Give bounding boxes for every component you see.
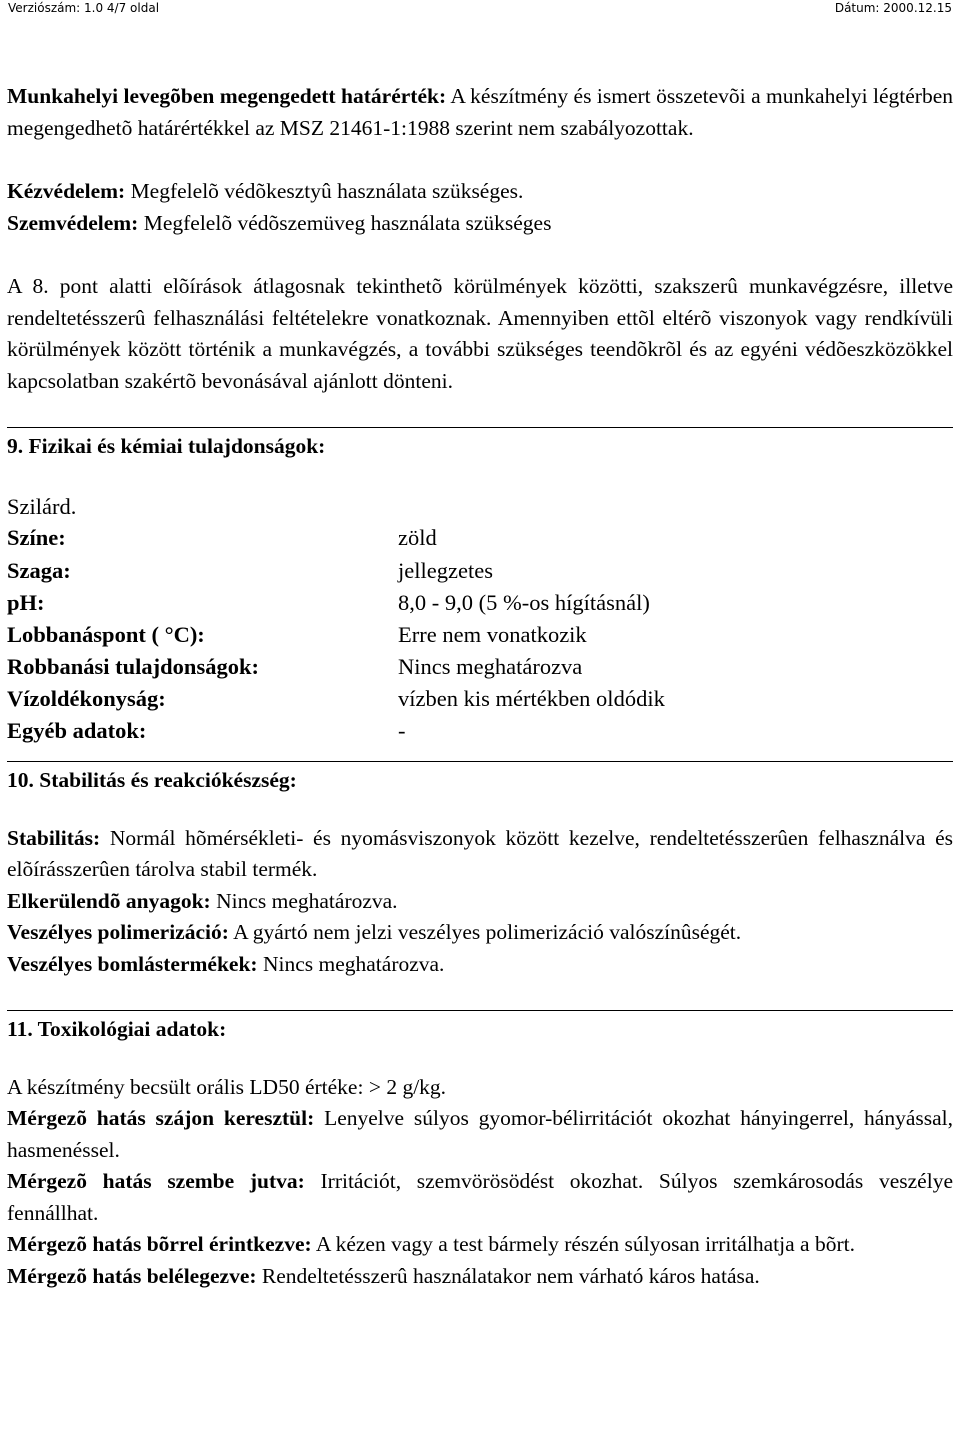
property-value: jellegzetes: [398, 557, 493, 583]
property-key: Szaga:: [7, 557, 71, 583]
oral-toxicity-label: Mérgezõ hatás szájon keresztül:: [7, 1106, 315, 1131]
property-row: [7, 522, 665, 554]
decomposition-text: Nincs meghatározva.: [257, 951, 445, 976]
property-row: [7, 586, 665, 618]
property-row: [7, 651, 665, 683]
physical-state: Szilárd.: [7, 493, 77, 519]
skin-toxicity-paragraph: [7, 1229, 953, 1261]
inhalation-toxicity-text: Rendeltetésszerû használatakor nem várható káros hatása.: [256, 1263, 760, 1288]
property-value: vízben kis mértékben oldódik: [398, 686, 665, 712]
section-10-title: 10. Stabilitás és reakciókészség:: [7, 761, 953, 797]
inhalation-toxicity-label: Mérgezõ hatás belélegezve:: [7, 1263, 257, 1288]
property-key: Egyéb adatok:: [7, 718, 147, 744]
avoid-materials-label: Elkerülendõ anyagok:: [7, 888, 211, 913]
property-row: [7, 715, 665, 747]
avoid-materials-paragraph: [7, 886, 953, 918]
eye-toxicity-label: Mérgezõ hatás szembe jutva:: [7, 1169, 305, 1194]
workplace-limit-label: Munkahelyi levegõben megengedett határérték:: [7, 84, 447, 108]
decomposition-paragraph: [7, 949, 953, 981]
properties-table: [7, 522, 665, 747]
workplace-limit-text: A készítmény és ismert összetevõi a munkahelyi légtérben megengedhetõ határértékkel az MSZ 21461-1:1988 szerint nem szabályozottak.: [7, 84, 953, 140]
property-row: [7, 554, 665, 586]
document-body: [7, 81, 953, 1292]
stability-paragraph: [7, 823, 953, 886]
property-row: [7, 683, 665, 715]
property-key: Lobbanáspont ( °C):: [7, 621, 205, 647]
section8-note: A 8. pont alatti elõírások átlagosnak tekinthetõ körülmények közötti, szakszerû munkavégzésre, illetve rendeltetésszerû felhasználási feltételekre vonatkoznak. Amennyiben ettõl eltérõ viszonyok vagy rendkívüli körülmények között történik a munkavégzés, a további szükséges teendõkrõl és az egyéni védõeszközökkel kapcsolatban szakértõ bevonásával ajánlott dönteni.: [7, 274, 953, 393]
property-row: [7, 619, 665, 651]
document-date: Dátum: 2000.12.15: [834, 1, 952, 15]
property-value: Nincs meghatározva: [398, 654, 583, 680]
property-value: 8,0 - 9,0 (5 %-os hígításnál): [398, 589, 650, 615]
eye-protection-paragraph: [7, 208, 953, 240]
section-9-title: 9. Fizikai és kémiai tulajdonságok:: [7, 427, 953, 463]
eye-protection-label: Szemvédelem:: [7, 210, 139, 235]
property-value: Erre nem vonatkozik: [398, 621, 587, 647]
property-key: Színe:: [7, 525, 66, 551]
hand-protection-paragraph: [7, 176, 953, 208]
property-key: Robbanási tulajdonságok:: [7, 654, 259, 680]
page-header: [0, 0, 960, 16]
property-key: pH:: [7, 589, 45, 615]
hand-protection-label: Kézvédelem:: [7, 179, 126, 203]
workplace-limit-paragraph: [7, 81, 953, 144]
eye-protection-text: Megfelelõ védõszemüveg használata szükséges: [138, 210, 552, 235]
property-value: zöld: [398, 525, 437, 551]
eye-toxicity-text: Irritációt, szemvörösödést okozhat. Súlyos szemkárosodás veszélye fennállhat.: [7, 1169, 953, 1225]
oral-toxicity-paragraph: [7, 1103, 953, 1166]
hand-protection-text: Megfelelõ védõkesztyû használata szükséges.: [125, 179, 524, 203]
version-page-info: Verziószám: 1.0 4/7 oldal: [8, 1, 160, 15]
inhalation-toxicity-paragraph: [7, 1261, 953, 1293]
skin-toxicity-text: A kézen vagy a test bármely részén súlyosan irritálhatja a bõrt.: [311, 1232, 855, 1257]
property-key: Vízoldékonyság:: [7, 686, 166, 712]
skin-toxicity-label: Mérgezõ hatás bõrrel érintkezve:: [7, 1232, 312, 1257]
avoid-materials-text: Nincs meghatározva.: [210, 888, 398, 913]
polymerization-text: A gyártó nem jelzi veszélyes polimerizáció valószínûségét.: [228, 920, 742, 945]
property-value: -: [398, 718, 406, 744]
polymerization-label: Veszélyes polimerizáció:: [7, 920, 229, 945]
stability-label: Stabilitás:: [7, 825, 101, 850]
stability-text: Normál hõmérsékleti- és nyomásviszonyok között kezelve, rendeltetésszerûen felhasználva és elõírásszerûen tárolva stabil termék.: [7, 825, 953, 882]
oral-toxicity-text: Lenyelve súlyos gyomor-bélirritációt okozhat hányingerrel, hányással, hasmenéssel.: [7, 1106, 953, 1162]
eye-toxicity-paragraph: [7, 1166, 953, 1229]
decomposition-label: Veszélyes bomlástermékek:: [7, 951, 258, 976]
polymerization-paragraph: [7, 917, 953, 949]
ld50-paragraph: A készítmény becsült orális LD50 értéke: > 2 g/kg.: [7, 1074, 447, 1099]
section-11-title: 11. Toxikológiai adatok:: [7, 1010, 953, 1046]
